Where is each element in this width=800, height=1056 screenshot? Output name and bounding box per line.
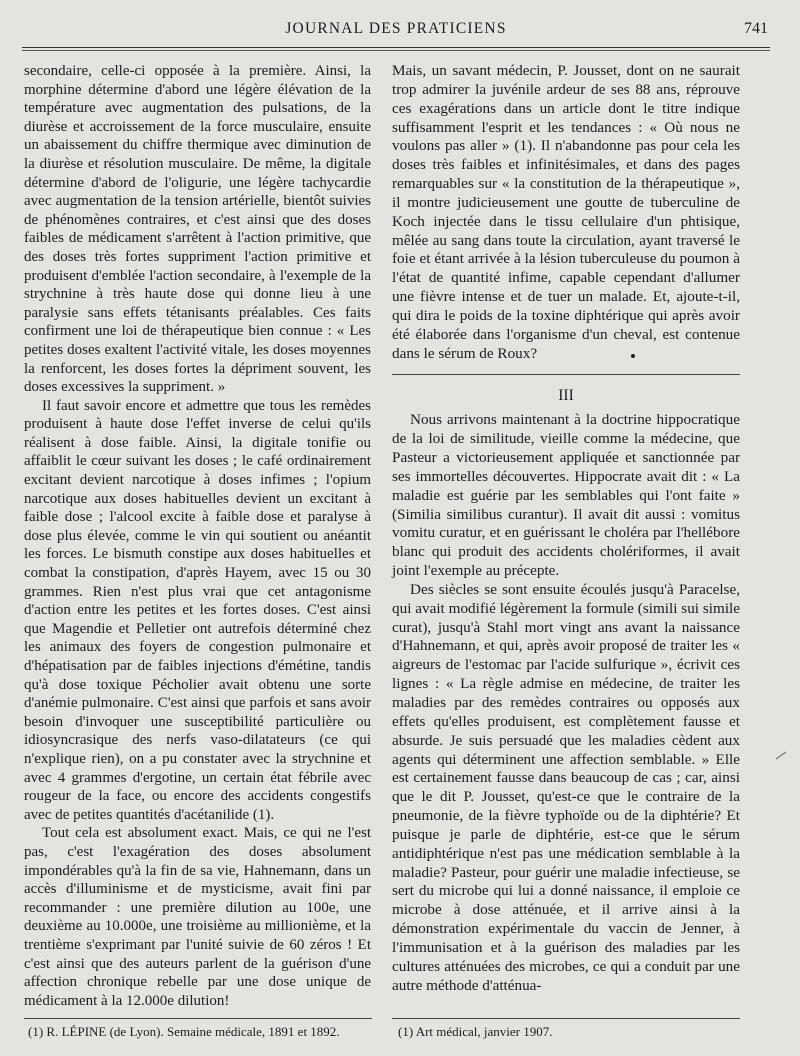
left-column [24,62,371,1010]
left-paragraph-2: Il faut savoir encore et admettre que tous les remèdes produisent à haute dose l'effet inverse de celui qu'ils réalisent à dose faible. Ainsi, la digitale tonifie ou affaiblit le cœur suivant les doses ; le café ordinairement excitant devient narcotique à doses infimes ; l'opium narcotique aux doses habituelles devient un excitant à faible dose ; l'alcool excite à faible dose et paralyse à dose plus élevée, comme le vin qui soutient ou anéantit les forces. Le bismuth constipe aux doses habituelles et combat la constipation, d'après Hayem, avec 15 ou 30 grammes. Rien n'est plus vrai que cet antagonisme d'action entre les petites et les fortes doses. C'est ainsi que Magendie et Pelletier ont autrefois déterminé chez les animaux des foyers de congestion pulmonaire et d'hépatisation par de faibles injections d'émétine, tandis qu'à dose toxique Pécholier avait obtenu une sorte d'anémie pulmonaire. C'est ainsi que parfois et sans avoir besoin d'invoquer une susceptibilité particulière ou idiosyncrasique des nerfs vaso-dilatateurs (ce qui n'explique rien), on a pu constater avec la strychnine et avec 4 grammes d'ergotine, un certain état fébrile avec rougeur de la face, ou encore des accidents congestifs avec de petites quantités d'acétanilide (1). [24,397,371,823]
right-paragraph-3: Des siècles se sont ensuite écoulés jusqu'à Paracelse, qui avait modifié légèrement la formule (simili sui simile curat), jusqu'à Stahl mort vingt ans avant la naissance d'Hahnemann, et qui, après avoir proposé de traiter les « aigreurs de l'estomac par l'acide sulfurique », écrivit ces lignes : « La règle admise en médecine, de traiter les maladies par des remèdes contraires ou opposés aux effets qu'elles produisent, est complètement fausse et absurde. Je suis persuadé que les maladies cèdent aux agents qui déterminent une affection semblable. » Elle est certainement fausse dans beaucoup de cas ; car, ainsi que le dit P. Jousset, qu'est-ce que le contraire de la pneumonie, de la fièvre typhoïde ou de la diphtérie? Et puisque je parle de diphtérie, est-ce que le sérum antidiphtérique n'est pas une médication semblable à la maladie? Pasteur, pour guérir une maladie infectieuse, se sert du microbe qui lui a donné naissance, il emploie ce microbe à dose atténuée, et il arrive ainsi à la démonstration expérimentale du vaccin de Jenner, à l'immunisation et à la guérison des maladies par les cultures atténuées des microbes, ce qui a conduit par une autre méthode d'atténua- [392,580,740,994]
right-footnote-rule [392,1018,740,1019]
left-footnote: (1) R. LÉPINE (de Lyon). Semaine médicale, 1891 et 1892. [28,1024,340,1039]
header-rule [22,47,770,51]
right-column [392,62,740,996]
left-paragraph-1: secondaire, celle-ci opposée à la première. Ainsi, la morphine détermine d'abord une légère élévation de la température avec augmentation des pulsations, de la diurèse et accroissement de la force musculaire, ensuite un abaissement du chiffre thermique avec diminution de la diurèse et résolution musculaire. De même, la digitale détermine d'abord de l'oligurie, une légère tachycardie avec augmentation de la tension artérielle, bientôt suivies de phénomènes contraires, et c'est ainsi que des doses faibles de médicament s'arrêtent à l'action primitive, que des doses très fortes suppriment l'action primitive et produisent d'emblée l'action secondaire, à l'exemple de la strychnine à très haute dose qui donne lieu à une paralysie sans effets tétanisants préalables. Ces faits confirment une loi de thérapeutique bien connue : « Les petites doses exaltent l'activité vitale, les doses moyennes la renforcent, les doses fortes la dépriment souvent, les doses excessives la suppriment. » [24,63,371,396]
journal-title: JOURNAL DES PRATICIENS [285,20,507,37]
right-paragraph-1: Mais, un savant médecin, P. Jousset, dont on ne saurait trop admirer la juvénile ardeur de ses 88 ans, réprouve ces exagérations dans un article dont le titre indique suffisamment l'esprit et les tendances : « Où nous ne voulons pas aller » (1). Il n'abandonne pas pour cela les doses très faibles et infinitésimales, et dans des pages remarquables sur « la constitution de la thérapeutique », il montre judicieusement une goutte de tuberculine de Koch injectée dans le tissu cellulaire d'un phtisique, mêlée au sang dans toute la circulation, ayant traversé le foie et étant arrivée à la lésion tuberculeuse du poumon à l'état de quantité infime, capable cependant d'allumer une fièvre intense et de tuer un malade. Et, ajoute-t-il, qui dira le poids de la toxine diphtérique qui après avoir été élaborée dans l'organisme d'un cheval, est contenue dans le sérum de Roux? [392,62,740,362]
margin-mark [776,752,786,760]
left-paragraph-3: Tout cela est absolument exact. Mais, ce qui ne l'est pas, c'est l'exagération des doses absolument impondérables qu'à la fin de sa vie, Hahnemann, dans un accès d'illuminisme et de mysticisme, avait fini par recommander : une première dilution au 100e, une deuxième au 10.000e, une troisième au millionième, et la trentième s'exprimant par l'unité suivie de 60 zéros ! Et c'est ainsi que des auteurs parlent de la guérison d'une affection chronique rebelle par une dose unique de médicament à la 12.000e dilution! [24,825,371,1009]
section-separator [392,374,740,375]
section-number: III [558,386,574,404]
right-paragraph-2: Nous arrivons maintenant à la doctrine hippocratique de la loi de similitude, vieille comme la médecine, que Pasteur a victorieusement appliquée et sanctionnée par ses immortelles découvertes. Hippocrate avait dit : « La maladie est guérie par les semblables qui l'ont faite » (Similia similibus curantur). Il avait dit aussi : vomitus vomitu curatur, et en guérissant le choléra par l'hellébore blanc qui produit des accidents cholériformes, il avait joint l'exemple au précepte. [392,411,740,580]
left-footnote-rule [24,1018,372,1019]
ink-dot [631,354,635,358]
right-footnote: (1) Art médical, janvier 1907. [398,1024,553,1039]
page-number: 741 [744,20,768,37]
page-header [22,18,770,42]
